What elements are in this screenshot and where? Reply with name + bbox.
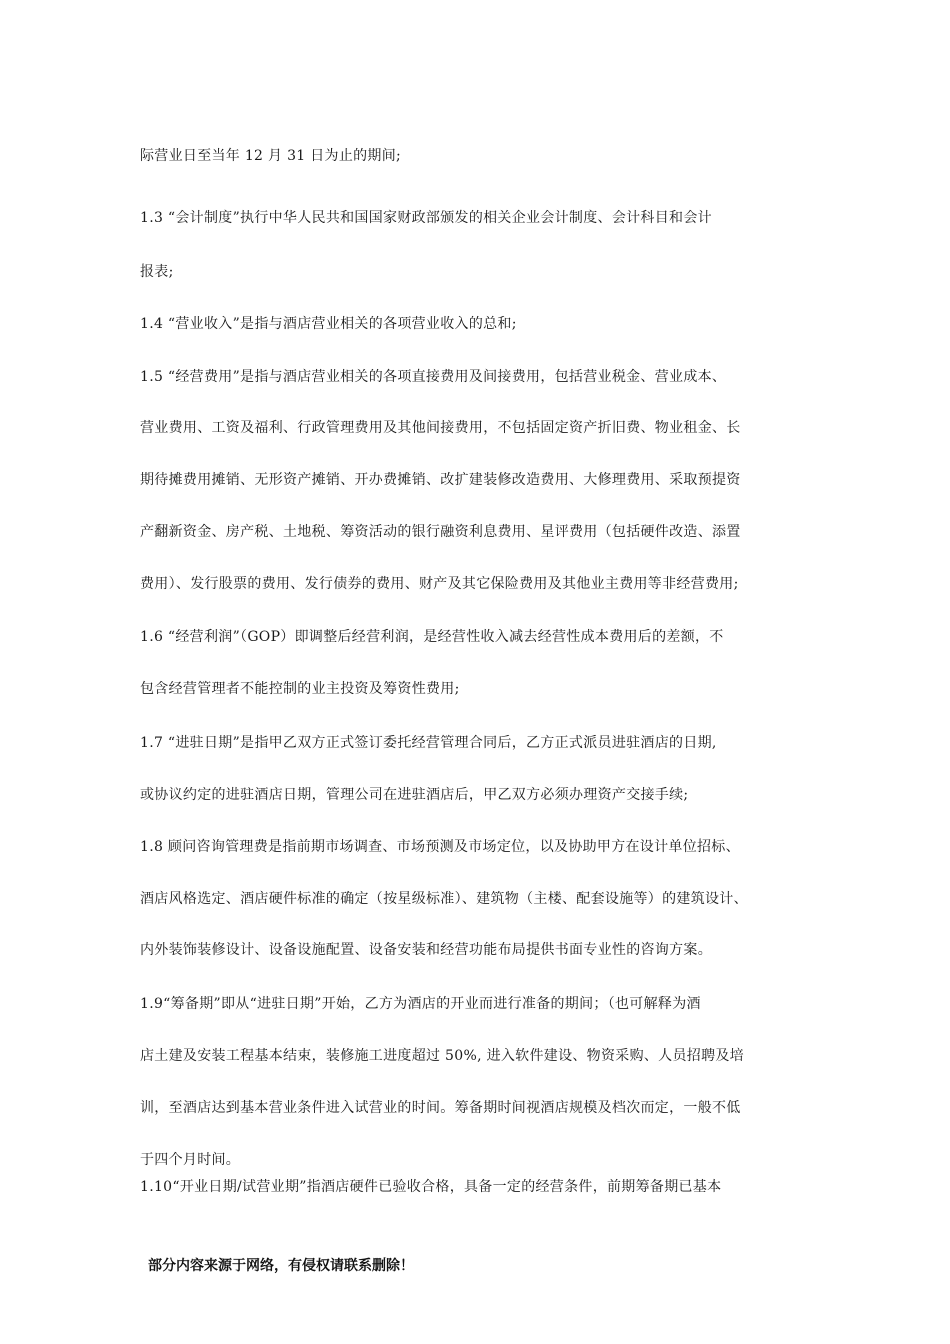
copyright-notice: 部分内容来源于网络，有侵权请联系删除！ xyxy=(148,1258,414,1274)
text-line: 际营业日至当年 12 月 31 日为止的期间; xyxy=(140,148,402,164)
text-line: 训，至酒店达到基本营业条件进入试营业的时间。筹备期时间视酒店规模及档次而定，一般不低 xyxy=(140,1100,741,1116)
text-line: 1.8 顾问咨询管理费是指前期市场调查、市场预测及市场定位，以及协助甲方在设计单位招标、 xyxy=(140,839,740,855)
text-line: 1.4 “营业收入”是指与酒店营业相关的各项营业收入的总和; xyxy=(140,316,517,332)
text-line: 费用）、发行股票的费用、发行债券的费用、财产及其它保险费用及其他业主费用等非经营费用; xyxy=(140,576,739,592)
text-line: 1.5 “经营费用”是指与酒店营业相关的各项直接费用及间接费用，包括营业税金、营业成本、 xyxy=(140,369,727,385)
text-line: 或协议约定的进驻酒店日期，管理公司在进驻酒店后，甲乙双方必须办理资产交接手续; xyxy=(140,787,689,803)
text-line: 1.9“筹备期”即从“进驻日期”开始，乙方为酒店的开业而进行准备的期间；（也可解释为酒 xyxy=(140,996,701,1012)
text-line: 包含经营管理者不能控制的业主投资及筹资性费用; xyxy=(140,681,460,697)
text-line: 内外装饰装修设计、设备设施配置、设备安装和经营功能布局提供书面专业性的咨询方案。 xyxy=(140,942,712,958)
text-line: 1.6 “经营利润”（GOP）即调整后经营利润，是经营性收入减去经营性成本费用后的差额，不 xyxy=(140,629,724,645)
text-line: 店土建及安装工程基本结束，装修施工进度超过 50%, 进入软件建设、物资采购、人员招聘及培 xyxy=(140,1048,744,1064)
text-line: 1.10“开业日期/试营业期”指酒店硬件已验收合格，具备一定的经营条件，前期筹备期已基本 xyxy=(140,1179,722,1195)
text-line: 酒店风格选定、酒店硬件标准的确定（按星级标准）、建筑物（主楼、配套设施等）的建筑设计、 xyxy=(140,891,748,907)
text-line: 于四个月时间。 xyxy=(140,1152,241,1168)
text-line: 报表; xyxy=(140,264,174,280)
text-line: 期待摊费用摊销、无形资产摊销、开办费摊销、改扩建装修改造费用、大修理费用、采取预提资 xyxy=(140,472,741,488)
text-line: 营业费用、工资及福利、行政管理费用及其他间接费用，不包括固定资产折旧费、物业租金、长 xyxy=(140,420,741,436)
text-line: 1.3 “会计制度”执行中华人民共和国国家财政部颁发的相关企业会计制度、会计科目和会计 xyxy=(140,210,712,226)
text-line: 1.7 “进驻日期”是指甲乙双方正式签订委托经营管理合同后，乙方正式派员进驻酒店的日期, xyxy=(140,735,717,751)
text-line: 产翻新资金、房产税、土地税、筹资活动的银行融资利息费用、星评费用（包括硬件改造、添置 xyxy=(140,524,741,540)
